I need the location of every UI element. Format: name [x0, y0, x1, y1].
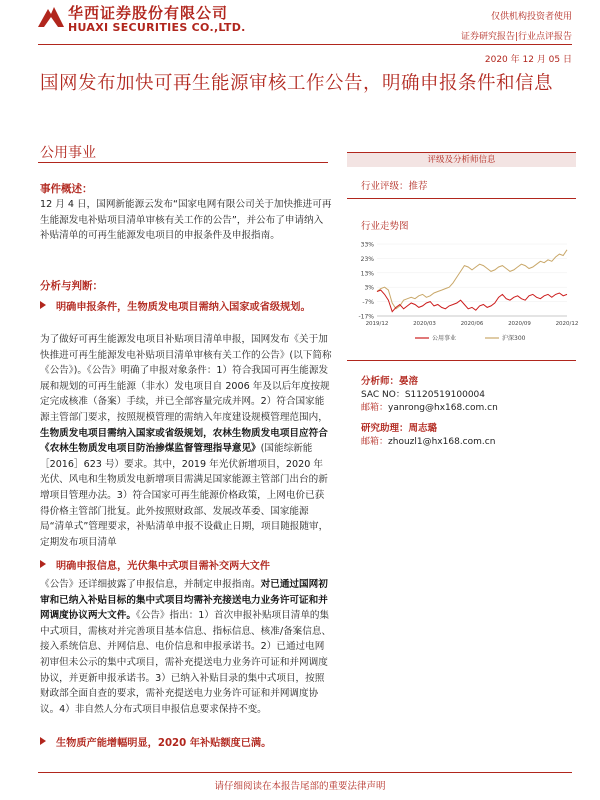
assistant-label: 研究助理： — [361, 423, 409, 434]
para1-part-c: (国能综新能［2016］623 号）要求。其中，2019 年光伏新增项目，2020 年光伏、风电和生物质发电新增项目需满足国家能源主管部门出台的新增项目管理办法。3）符合国家可再生能源价格政策，上网电价已获得价格主管部门批复。此外按照财政部、发展改革委、国家能源局“清单式”管理要求，补贴清单申报不设截止日期，项目随报随审，定期发布项目清单 — [40, 443, 329, 548]
bullet-triangle-icon — [40, 737, 46, 745]
analyst-sac: SAC NO：S1120519100004 — [361, 390, 485, 400]
header-divider — [38, 44, 572, 45]
audience-note: 仅供机构投资者使用 — [490, 12, 572, 22]
sector-divider — [38, 162, 328, 163]
y-tick-label: -17% — [358, 313, 374, 321]
footer-divider — [38, 772, 572, 773]
summary-text: 12 月 4 日，国网新能源云发布“国家电网有限公司关于加快推进可再生能源发电补贴项目清单审核有关工作的公告”，并公布了申请纳入补贴清单的可再生能源发电项目的申报条件及申报指南。 — [40, 199, 332, 242]
para2-part-c: 《公告》指出：1）首次申报补贴项目清单的集中式项目，需核对并完善项目基本信息、指标信息、核准/备案信息、接入系统信息、并网信息、电价信息和申报承诺书。2）已通过电网初审但未公示的集中式项目，需补充提送电力业务许可证和并网调度协议，并更新申报承诺书。3）已纳入补贴目录的集中式项目，按照财政部全面自查的要求，需补充提送电力业务许可证和并网调度协议。4）非自然人分布式项目申报信息要求保持不变。 — [40, 610, 332, 715]
chart-divider — [347, 360, 576, 361]
assistant-name: 周志璐 — [408, 423, 438, 434]
series-line-utilities — [377, 290, 567, 312]
huaxi-logo-icon — [38, 5, 64, 27]
bullet-point-1 — [40, 300, 330, 316]
x-tick-label: 2020/03 — [413, 321, 436, 327]
report-date: 2020 年 12 月 05 日 — [484, 55, 572, 65]
rating-label: 行业评级： — [361, 181, 409, 192]
analyst-email — [361, 400, 498, 413]
x-tick-label: 2020/09 — [508, 321, 531, 327]
para1-highlight: 生物质发电项目需纳入国家或省级规划，农林生物质发电项目应符合《农林生物质发电项目防治掺煤监督管理指导意见》 — [40, 427, 328, 455]
sidebar-header-text: 评级及分析师信息 — [427, 155, 496, 165]
analyst-line — [361, 373, 418, 387]
rating-value: 推荐 — [408, 181, 428, 192]
x-tick-label: 2019/12 — [365, 321, 389, 327]
y-tick-label: 33% — [360, 241, 374, 249]
brand-name-en: HUAXI SECURITIES CO.,LTD. — [68, 21, 246, 34]
bullet-3-text: 生物质产能增幅明显，2020 年补贴额度已满。 — [56, 738, 272, 749]
x-tick-label: 2020/06 — [460, 321, 484, 327]
trend-chart-title: 行业走势图 — [361, 221, 409, 232]
bullet-triangle-icon — [40, 560, 46, 568]
legend-label: 公用事业 — [432, 335, 457, 342]
para1-part-a: 为了做好可再生能源发电项目补贴项目清单申报，国网发布《关于加快推进可再生能源发电补贴项目清单审核有关工作的公告》(以下简称《公告》)。《公告》明确了申报对象条件：1）符合我国可再生能源发展和规划的可再生能源（非水）发电项目自 2006 年及以后年度按规定完成核准（备案）手续，并已全部容量完成并网。2）符合国家能源主管部门要求，按照规模管理的需纳入年度建设规模管理范围内， — [40, 334, 332, 423]
legend-label: 沪深300 — [502, 335, 526, 342]
industry-rating — [361, 178, 428, 192]
analyst-label: 分析师： — [361, 376, 400, 387]
y-tick-label: 23% — [360, 255, 374, 263]
bullet-1-text: 明确申报条件，生物质发电项目需纳入国家或省级规划。 — [56, 302, 311, 313]
rating-divider — [347, 198, 576, 199]
analysis-paragraph-1 — [40, 332, 332, 550]
analysis-heading: 分析与判断： — [40, 280, 103, 292]
para2-highlight: 对已通过国网初审和已纳入补贴目标的集中式项目均需补充接送电力业务许可证和并网调度协议两大文件。 — [40, 579, 328, 622]
analyst-email-value[interactable]: yanrong@hx168.com.cn — [388, 403, 498, 413]
industry-trend-chart — [355, 236, 579, 350]
analysis-paragraph-2 — [40, 577, 332, 717]
assistant-email — [361, 434, 495, 447]
summary-heading: 事件概述： — [40, 183, 93, 195]
assistant-email-value[interactable]: zhouzl1@hx168.com.cn — [388, 437, 496, 447]
y-tick-label: -7% — [362, 299, 374, 307]
report-title: 国网发布加快可再生能源审核工作公告，明确申报条件和信息 — [40, 73, 554, 94]
para2-part-a: 《公告》还详细披露了申报信息，并制定申报指南。 — [40, 579, 261, 590]
email-label: 邮箱： — [361, 403, 389, 413]
bullet-triangle-icon — [40, 301, 46, 309]
email-label: 邮箱： — [361, 437, 389, 447]
sidebar-header — [347, 152, 576, 167]
brand-name-cn: 华西证券股份有限公司 — [68, 4, 229, 22]
bullet-2-text: 明确申报信息，光伏集中式项目需补交两大文件 — [56, 561, 270, 572]
bullet-point-3 — [40, 736, 330, 752]
bullet-point-2 — [40, 559, 330, 575]
analyst-name: 晏溶 — [399, 376, 419, 387]
y-tick-label: 3% — [364, 284, 374, 292]
sector-name: 公用事业 — [40, 145, 96, 161]
legal-notice: 请仔细阅读在本报告尾部的重要法律声明 — [214, 781, 386, 792]
x-tick-label: 2020/12 — [555, 321, 579, 327]
report-type: 证券研究报告|行业点评报告 — [460, 32, 572, 42]
y-tick-label: 13% — [360, 270, 374, 278]
assistant-line — [361, 420, 437, 434]
